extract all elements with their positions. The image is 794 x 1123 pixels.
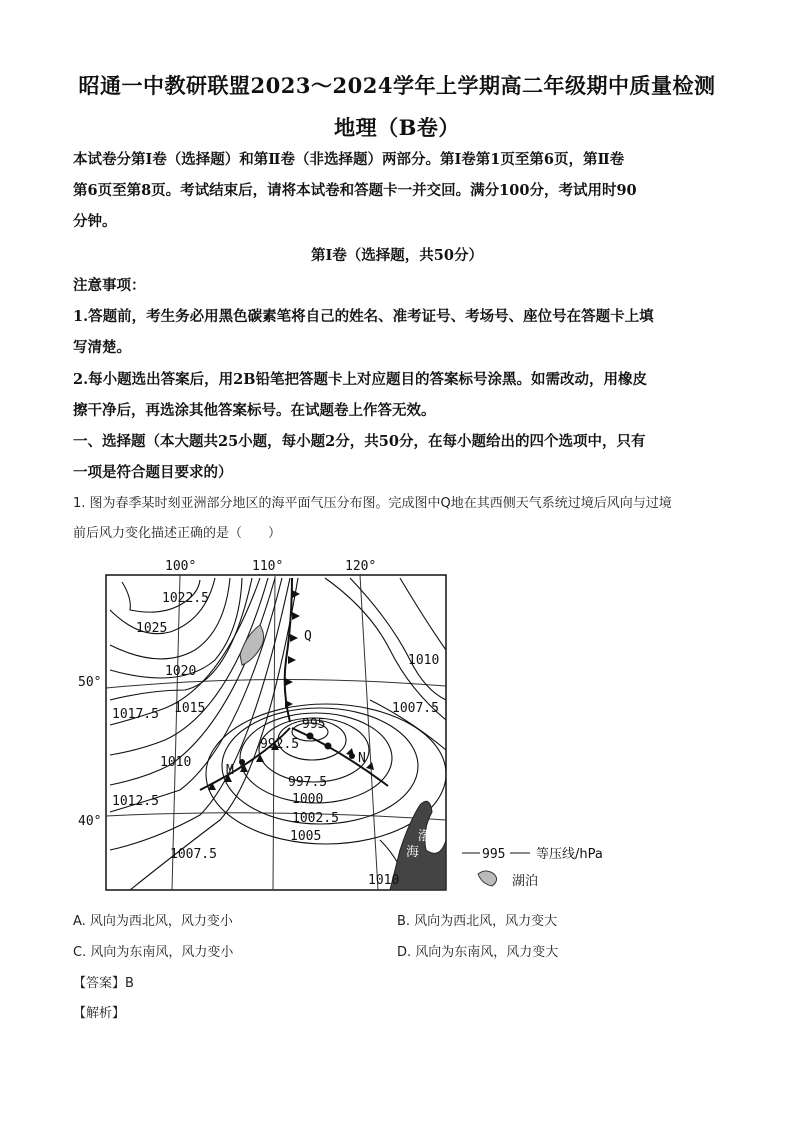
option-b: B. 风向为西北风，风力变大 [397, 914, 558, 929]
isobar-label: 995 [302, 717, 326, 732]
analysis-line: 【解析】 [73, 1006, 126, 1021]
lon-label-100: 100° [165, 559, 197, 574]
legend-lake-swatch [478, 871, 497, 886]
isobar-label: 1002.5 [292, 811, 339, 826]
lon-label-120: 120° [345, 559, 377, 574]
isobar-label: 1007.5 [392, 701, 439, 716]
point-n [349, 753, 355, 759]
lat-label-40: 40° [78, 814, 102, 829]
legend-isobar-sample: 995 [482, 847, 506, 862]
question-stem-a: 1. 图为春季某时刻亚洲部分地区的海平面气压分布图。完成图中Q地在其西侧天气系统过境后风向与过境 [73, 496, 672, 511]
isobar-label: 1015 [174, 701, 206, 716]
isobar-label: 1000 [292, 792, 324, 807]
exam-title: 昭通一中教研联盟2023～2024学年上学期高二年级期中质量检测 [78, 73, 716, 98]
sea-label-bo: 渤 [418, 829, 432, 844]
isobar-label: 1025 [136, 621, 168, 636]
intro-line-3: 分钟。 [73, 213, 117, 230]
lon-label-110: 110° [252, 559, 284, 574]
point-label-m: M [226, 763, 234, 778]
question-stem-b: 前后风力变化描述正确的是（ ） [73, 526, 282, 541]
intro-line-2: 第6页至第8页。考试结束后，请将本试卷和答题卡一并交回。满分100分，考试用时90 [73, 182, 637, 199]
isobar-label: 997.5 [288, 775, 328, 790]
isobar-label: 1005 [290, 829, 322, 844]
point-m [239, 759, 245, 765]
note-2a: 2.每小题选出答案后，用2B铅笔把答题卡上对应题目的答案标号涂黑。如需改动，用橡皮 [73, 371, 647, 388]
pressure-map [70, 550, 630, 898]
isobar-label: 1007.5 [170, 847, 217, 862]
point-label-q: Q [304, 629, 312, 644]
exam-subtitle: 地理（B卷） [334, 115, 460, 140]
isobar-label: 1010 [368, 873, 400, 888]
option-a: A. 风向为西北风，风力变小 [73, 914, 233, 929]
notes-heading: 注意事项： [73, 277, 146, 294]
option-d: D. 风向为东南风，风力变大 [397, 945, 559, 960]
sea-label-hai: 海 [406, 845, 420, 860]
isobar-label: 1022.5 [162, 591, 209, 606]
note-2b: 擦干净后，再选涂其他答案标号。在试题卷上作答无效。 [73, 402, 436, 419]
part1-line-b: 一项是符合题目要求的） [73, 464, 233, 481]
isobar-label: 1012.5 [112, 794, 159, 809]
isobar-label: 992.5 [260, 737, 300, 752]
lat-label-50: 50° [78, 675, 102, 690]
legend-isobar-text: 等压线/hPa [536, 847, 603, 862]
isobar-label: 1020 [165, 664, 197, 679]
answer-line: 【答案】B [73, 976, 134, 991]
lake-shape [240, 625, 264, 665]
legend-lake-text: 湖泊 [512, 874, 539, 889]
part1-line-a: 一、选择题（本大题共25小题，每小题2分，共50分，在每小题给出的四个选项中，只有 [73, 433, 646, 450]
intro-line-1: 本试卷分第Ⅰ卷（选择题）和第Ⅱ卷（非选择题）两部分。第Ⅰ卷第1页至第6页，第Ⅱ卷 [73, 151, 625, 168]
section-heading: 第Ⅰ卷（选择题，共50分） [311, 247, 483, 264]
map-legend [462, 846, 603, 889]
isobar-label: 1010 [408, 653, 440, 668]
option-c: C. 风向为东南风，风力变小 [73, 945, 234, 960]
note-1a: 1.答题前，考生务必用黑色碳素笔将自己的姓名、准考证号、考场号、座位号在答题卡上填 [73, 308, 654, 325]
note-1b: 写清楚。 [73, 339, 131, 356]
isobar-label: 1017.5 [112, 707, 159, 722]
point-label-n: N [358, 751, 366, 766]
isobar-label: 1010 [160, 755, 192, 770]
